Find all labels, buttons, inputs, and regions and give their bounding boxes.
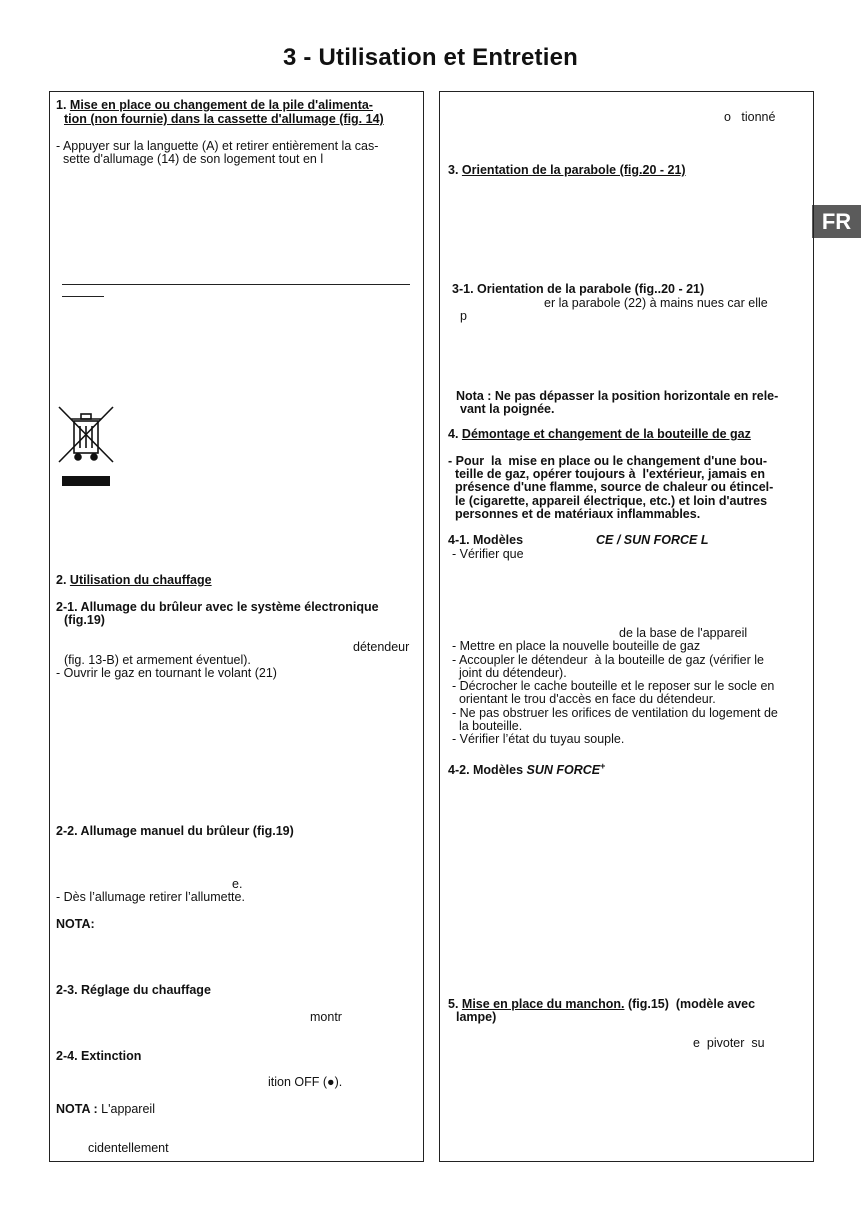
section-4-1-line-e: - Vérifier l’état du tuyau souple. — [452, 732, 625, 746]
left-column — [49, 91, 424, 1162]
divider-short — [62, 296, 104, 297]
section-4-1-line1: - Vérifier que — [452, 547, 524, 561]
section-2-2-fragment: e. — [232, 877, 243, 891]
nota-2: NOTA : L'appareil — [56, 1102, 155, 1116]
section-5-heading-line2: lampe) — [456, 1010, 497, 1024]
section-1-heading: 1. Mise en place ou changement de la pile d'alimenta- — [56, 98, 373, 112]
section-4-warning-line5: personnes et de matériaux inflammables. — [448, 507, 701, 521]
section-4-warning-line3: présence d'une flamme, source de chaleur ou étincel- — [448, 480, 774, 494]
section-4-1-line-d: - Ne pas obstruer les orifices de ventilation du logement de — [452, 706, 778, 720]
section-5-heading: 5. Mise en place du manchon. (fig.15) (modèle avec — [448, 997, 756, 1011]
section-4-warning-line4: le (cigarette, appareil électrique, etc.) et loin d'autres — [448, 494, 768, 508]
weee-bin-icon — [56, 404, 116, 466]
nota-label-1: NOTA: — [56, 917, 95, 931]
section-3-1-fragment: er la parabole (22) à mains nues car elle — [544, 296, 768, 310]
section-2-2-line2: - Dès l’allumage retirer l’allumette. — [56, 890, 245, 904]
section-1-paragraph-line2: sette d'allumage (14) de son logement tout en l — [56, 152, 324, 166]
section-2-1-heading-line2: (fig.19) — [64, 613, 105, 627]
section-4-heading: 4. Démontage et changement de la bouteille de gaz — [448, 427, 751, 441]
section-2-3-fragment: montr — [310, 1010, 342, 1024]
section-3-1-heading: 3-1. Orientation de la parabole (fig..20 - 21) — [452, 282, 705, 296]
section-1-heading-line2: tion (non fournie) dans la cassette d'allumage (fig. 14) — [64, 112, 384, 126]
page-title: 3 - Utilisation et Entretien — [283, 44, 578, 71]
section-4-1-model: CE / SUN FORCE L — [596, 533, 709, 547]
section-4-1-line-c2: orientant le trou d'accès en face du détendeur. — [452, 692, 716, 706]
section-4-1-line-c: - Décrocher le cache bouteille et le reposer sur le socle en — [452, 679, 775, 693]
section-4-warning: - Pour la mise en place ou le changement d'une bou- — [448, 454, 768, 468]
section-1-paragraph: - Appuyer sur la languette (A) et retirer entièrement la cas- — [56, 139, 379, 153]
section-4-warning-line2: teille de gaz, opérer toujours à l'extérieur, jamais en — [448, 467, 765, 481]
top-fragment: o tionné — [724, 110, 776, 124]
section-2-heading: 2. Utilisation du chauffage — [56, 573, 212, 587]
section-2-1-heading: 2-1. Allumage du brûleur avec le système électronique — [56, 600, 379, 614]
section-2-1-line3: - Ouvrir le gaz en tournant le volant (21) — [56, 666, 277, 680]
section-3-heading: 3. Orientation de la parabole (fig.20 - 21) — [448, 163, 686, 177]
last-fragment: cidentellement — [88, 1141, 169, 1155]
section-5-fragment: e pivoter su — [693, 1036, 765, 1050]
section-4-1-line-b2: joint du détendeur). — [452, 666, 567, 680]
nota-3: Nota : Ne pas dépasser la position horizontale en rele- — [456, 389, 779, 403]
nota-3-line2: vant la poignée. — [460, 402, 555, 416]
section-2-1-fragment: détendeur — [353, 640, 410, 654]
section-3-1-fragment-2: p — [460, 309, 467, 323]
section-2-3-heading: 2-3. Réglage du chauffage — [56, 983, 211, 997]
section-2-2-heading: 2-2. Allumage manuel du brûleur (fig.19) — [56, 824, 294, 838]
weee-bar — [62, 476, 110, 486]
language-tab-fr: FR — [812, 205, 861, 238]
section-2-4-fragment: ition OFF (●). — [268, 1075, 343, 1089]
section-2-4-heading: 2-4. Extinction — [56, 1049, 142, 1063]
section-2-1-line2: (fig. 13-B) et armement éventuel). — [64, 653, 251, 667]
section-4-1-line-d2: la bouteille. — [452, 719, 523, 733]
section-4-1-line-b: - Accoupler le détendeur à la bouteille de gaz (vérifier le — [452, 653, 764, 667]
section-4-1-heading: 4-1. Modèles — [448, 533, 524, 547]
section-4-1-fragment: de la base de l'appareil — [619, 626, 748, 640]
section-4-2-heading: 4-2. Modèles SUN FORCE+ — [448, 761, 606, 778]
section-4-1-line-a: - Mettre en place la nouvelle bouteille de gaz — [452, 639, 701, 653]
divider-line — [62, 284, 410, 285]
